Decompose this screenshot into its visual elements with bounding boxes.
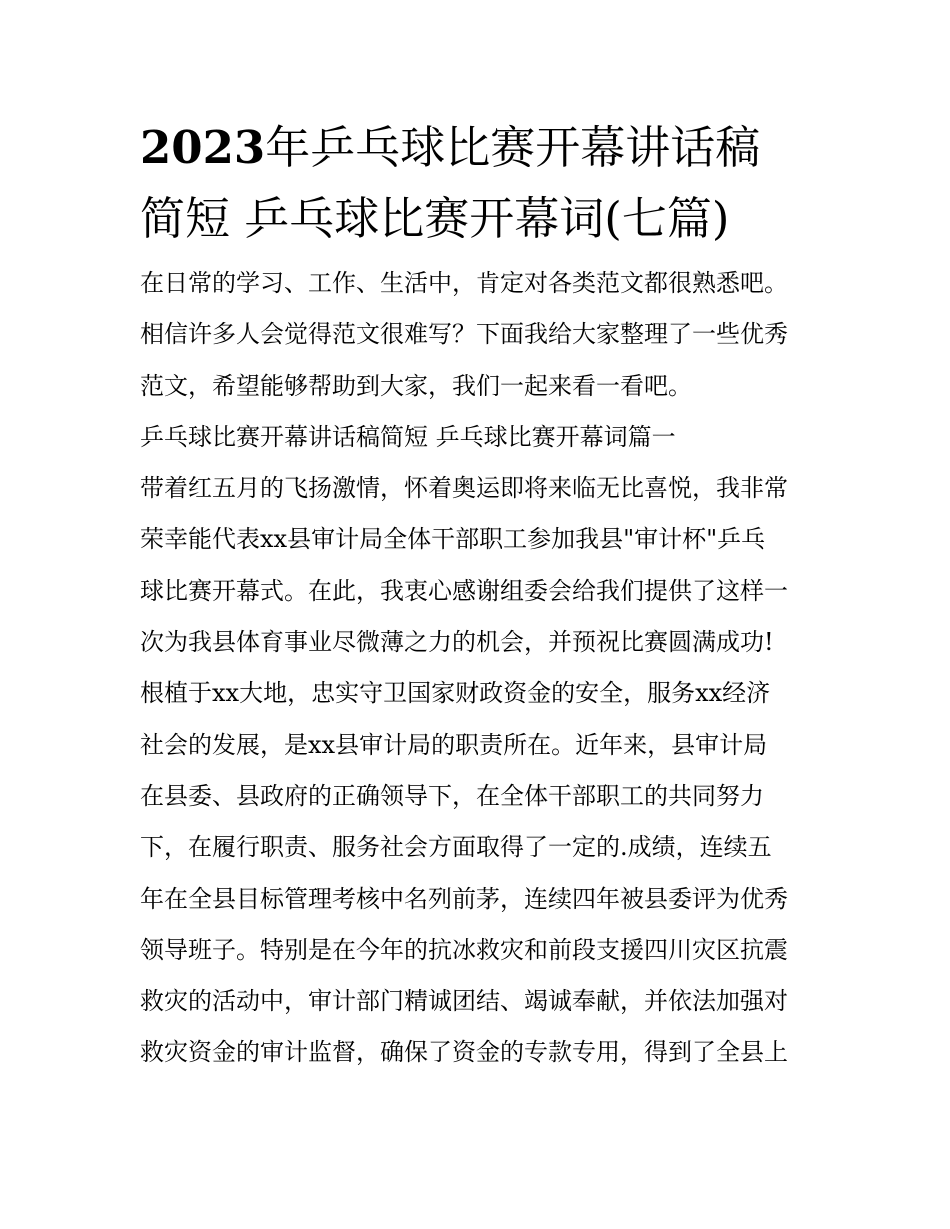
body-line: 次为我县体育事业尽微薄之力的机会，并预祝比赛圆满成功! [140, 628, 774, 657]
section-heading: 乒乓球比赛开幕讲话稿简短 乒乓球比赛开幕词篇一 [140, 422, 676, 451]
document-body [140, 258, 812, 1079]
body-line: 社会的发展，是xx县审计局的职责所在。近年来，县审计局 [140, 730, 768, 759]
body-line: 荣幸能代表xx县审计局全体干部职工参加我县"审计杯"乒乓 [140, 525, 766, 554]
title-line-2: 简短 乒乓球比赛开幕词(七篇) [140, 192, 730, 245]
body-line: 带着红五月的飞扬激情，怀着奥运即将来临无比喜悦，我非常 [140, 474, 788, 503]
body-line: 下，在履行职责、服务社会方面取得了一定的.成绩，连续五 [140, 833, 772, 862]
body-line: 救灾资金的审计监督，确保了资金的专款专用，得到了全县上 [140, 1038, 788, 1067]
body-line: 年在全县目标管理考核中名列前茅，连续四年被县委评为优秀 [140, 884, 788, 913]
body-line: 根植于xx大地，忠实守卫国家财政资金的安全，服务xx经济 [140, 679, 771, 708]
title-line-1-text: 年乒乓球比赛开幕讲话稿 [265, 121, 761, 174]
body-line: 范文，希望能够帮助到大家，我们一起来看一看吧。 [140, 371, 692, 400]
title-year: 2023 [140, 121, 266, 174]
document-title [140, 112, 812, 254]
body-line: 救灾的活动中，审计部门精诚团结、竭诚奉献，并依法加强对 [140, 987, 788, 1016]
body-line: 球比赛开幕式。在此，我衷心感谢组委会给我们提供了这样一 [140, 576, 788, 605]
body-line: 相信许多人会觉得范文很难写？下面我给大家整理了一些优秀 [140, 320, 788, 349]
body-line: 在县委、县政府的正确领导下，在全体干部职工的共同努力 [140, 781, 764, 810]
body-line: 在日常的学习、工作、生活中，肯定对各类范文都很熟悉吧。 [140, 269, 788, 297]
title-line-1 [140, 112, 812, 183]
body-line: 领导班子。特别是在今年的抗冰救灾和前段支援四川灾区抗震 [140, 935, 788, 964]
document-content [140, 112, 812, 1079]
